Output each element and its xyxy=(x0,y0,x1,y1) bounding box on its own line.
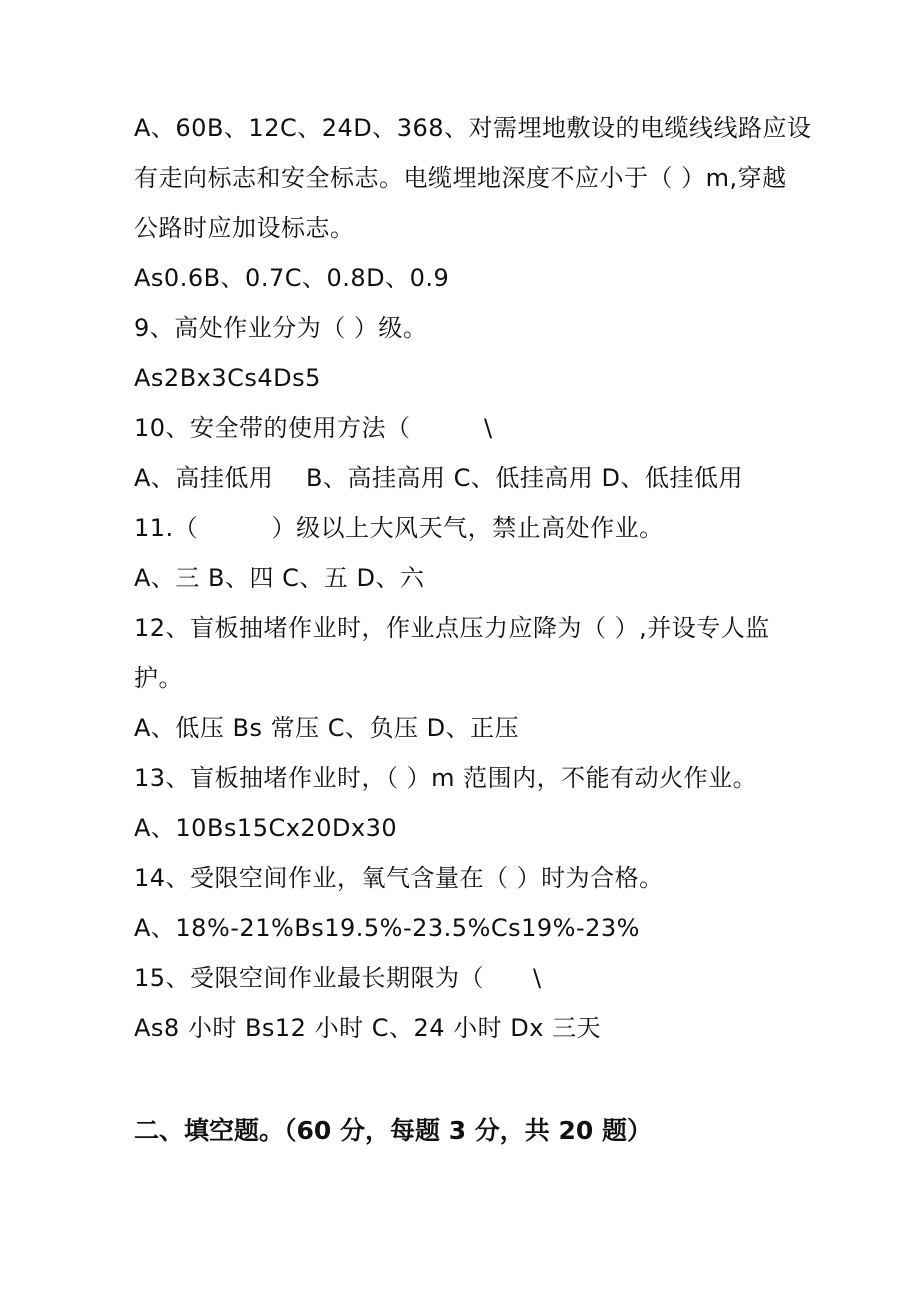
section-heading: 二、填空题。（60 分，每题 3 分，共 20 题） xyxy=(134,1116,652,1145)
text-line-1: A、60B、12C、24D、368、对需埋地敷设的电缆线线路应设 xyxy=(134,114,812,142)
question-14-options: A、18%-21%Bs19.5%-23.5%Cs19%-23% xyxy=(134,914,640,942)
question-12-cont: 护。 xyxy=(134,664,183,692)
question-10: 10、安全带的使用方法（ \ xyxy=(134,414,493,442)
question-13: 13、盲板抽堵作业时，（ ）m 范围内，不能有动火作业。 xyxy=(134,764,758,792)
text-line-2: 有走向标志和安全标志。电缆埋地深度不应小于（ ）m,穿越 xyxy=(134,164,787,192)
question-13-options: A、10Bs15Cx20Dx30 xyxy=(134,814,398,842)
question-11: 11.（ ）级以上大风天气，禁止高处作业。 xyxy=(134,514,664,542)
text-line-4: As0.6B、0.7C、0.8D、0.9 xyxy=(134,264,450,292)
question-12: 12、盲板抽堵作业时，作业点压力应降为（ ）,并设专人监 xyxy=(134,614,770,642)
question-9-options: As2Bx3Cs4Ds5 xyxy=(134,364,321,392)
question-14: 14、受限空间作业，氧气含量在（ ）时为合格。 xyxy=(134,864,664,892)
text-line-3: 公路时应加设标志。 xyxy=(134,214,355,242)
question-10-options: A、高挂低用 B、高挂高用 C、低挂高用 D、低挂低用 xyxy=(134,464,744,492)
question-12-options: A、低压 Bs 常压 C、负压 D、正压 xyxy=(134,714,520,742)
question-15-options: As8 小时 Bs12 小时 C、24 小时 Dx 三天 xyxy=(134,1014,602,1042)
question-15: 15、受限空间作业最长期限为（ \ xyxy=(134,964,542,992)
document-body xyxy=(134,103,834,1053)
question-9: 9、高处作业分为（ ）级。 xyxy=(134,314,428,342)
question-11-options: A、三 B、四 C、五 D、六 xyxy=(134,564,425,592)
